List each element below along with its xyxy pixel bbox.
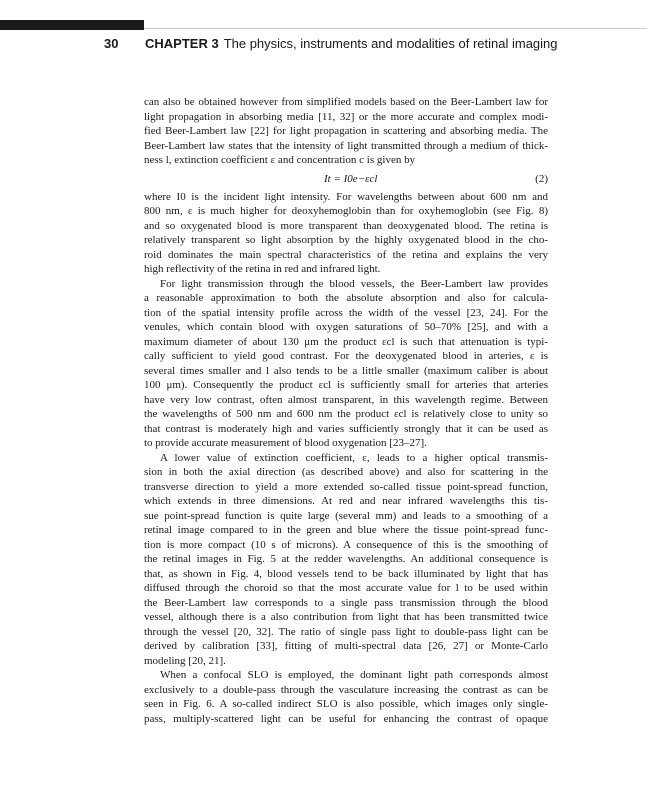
text-line: can also be obtained however from simplified models based on the Beer-Lambert law for <box>144 96 548 108</box>
text-line: relatively transparent so light absorption by the highly oxygenated blood in the cho- <box>144 234 548 246</box>
text-line: A lower value of extinction coefficient, ε, leads to a higher optical transmis- <box>160 451 548 464</box>
text-line: venules, which contain blood with oxygen saturations of 50–70% [25], and with a <box>144 321 548 333</box>
text-line: modeling [20, 21]. <box>144 654 226 667</box>
chapter-label: CHAPTER 3 <box>145 36 219 51</box>
text-line: to provide accurate measurement of blood oxygenation [23–27]. <box>144 437 427 449</box>
text-line: cally sufficient to yield good contrast. For the deoxygenated blood in arteries, ε is <box>144 350 548 362</box>
text-line: Beer-Lambert law states that the intensity of light transmitted through a medium of thick- <box>144 139 548 152</box>
page-number: 30 <box>104 36 119 51</box>
text-line: sue point-spread function is quite large (several mm) and leads to a smoothing of a <box>144 509 548 522</box>
text-line: and so oxygenated blood is more transparent than deoxygenated blood. The retina is <box>144 219 548 232</box>
text-line: that contrast is moderately high and varies sufficiently strongly that it can be used as <box>144 422 548 435</box>
text-line: several times smaller and l also tends to be a little smaller (maximum caliber is about <box>144 364 548 377</box>
text-line: the wavelengths of 500 nm and 600 nm the product εcl is relatively close to unity so <box>144 408 548 420</box>
text-line: vessel, although there is a also contribution from light that has been transmitted twice <box>144 611 548 623</box>
text-line: 100 μm). Consequently the product εcl is sufficiently small for arteries that arteries <box>144 379 548 391</box>
text-line: fied Beer-Lambert law [22] for light propagation in scattering and absorbing media. The <box>144 125 548 137</box>
text-line: the Beer-Lambert law corresponds to a single pass transmission through the blood <box>144 596 548 609</box>
text-line: retinal image compared to in the green and blue where the tissue point-spread func- <box>144 524 548 536</box>
text-line: the retinal images in Fig. 5 at the redder wavelengths. An additional consequence is <box>144 553 548 565</box>
text-line: light propagation in absorbing media [11, 32] or the more accurate and complex modi- <box>144 110 548 123</box>
text-line: through the vessel [20, 32]. The ratio of single pass light to double-pass light can be <box>144 625 548 638</box>
equation-number: (2) <box>535 172 548 185</box>
text-line: maximum diameter of about 130 μm the product εcl is such that attenuation is typi- <box>144 335 548 348</box>
equation <box>144 168 548 190</box>
text-line: high reflectivity of the retina in red and infrared light. <box>144 263 381 275</box>
text-line: that, as shown in Fig. 4, blood vessels tend to be back illuminated by light that has <box>144 567 548 580</box>
text-line: When a confocal SLO is employed, the dominant light path corresponds almost <box>160 669 548 681</box>
text-line: sion in both the axial direction (as described above) and also for scattering in the <box>144 466 548 478</box>
body-text <box>144 95 548 726</box>
text-line: roid dominates the main spectral characteristics of the retina and explains the very <box>144 248 548 261</box>
text-line: where I0 is the incident light intensity. For wavelengths between about 600 nm and <box>144 190 548 203</box>
running-header <box>145 36 558 51</box>
text-line: which extends in three dimensions. At red and near infrared wavelengths this tis- <box>144 495 548 507</box>
text-line: tion of the spatial intensity profile across the width of the vessel [23, 24]. For the <box>144 306 548 319</box>
text-line: transverse direction to yield a more extended so-called tissue point-spread function, <box>144 480 548 493</box>
text-line: tion is more compact (10 s of microns). A consequence of this is the smoothing of <box>144 538 548 551</box>
text-line: For light transmission through the blood vessels, the Beer-Lambert law provides <box>160 277 548 290</box>
text-line: diffused through the choroid so that the most accurate value for l to be used within <box>144 582 548 594</box>
text-line: seen in Fig. 6. A so-called indirect SLO is also possible, which images only single- <box>144 698 548 710</box>
equation-formula: It = I0e−εcl <box>324 172 378 185</box>
chapter-title: The physics, instruments and modalities of retinal imaging <box>223 36 558 51</box>
text-line: ness l, extinction coefficient ε and concentration c is given by <box>144 154 416 166</box>
text-line: 800 nm, ε is much higher for deoxyhemoglobin than for oxyhemoglobin (see Fig. 8) <box>144 205 548 217</box>
text-line: pass, multiply-scattered light can be useful for enhancing the contrast of opaque <box>144 712 548 725</box>
header-rule <box>144 28 647 29</box>
text-line: derived by calibration [33], fitting of multi-spectral data [26, 27] or Monte-Carlo <box>144 640 548 652</box>
text-line: exclusively to a double-pass through the vasculature increasing the contrast as can be <box>144 683 548 696</box>
text-line: a reasonable approximation to both the absolute absorption and also for calcula- <box>144 292 548 304</box>
text-line: have very low contrast, often almost transparent, in this wavelength regime. Between <box>144 393 548 406</box>
header-bar <box>0 20 144 30</box>
